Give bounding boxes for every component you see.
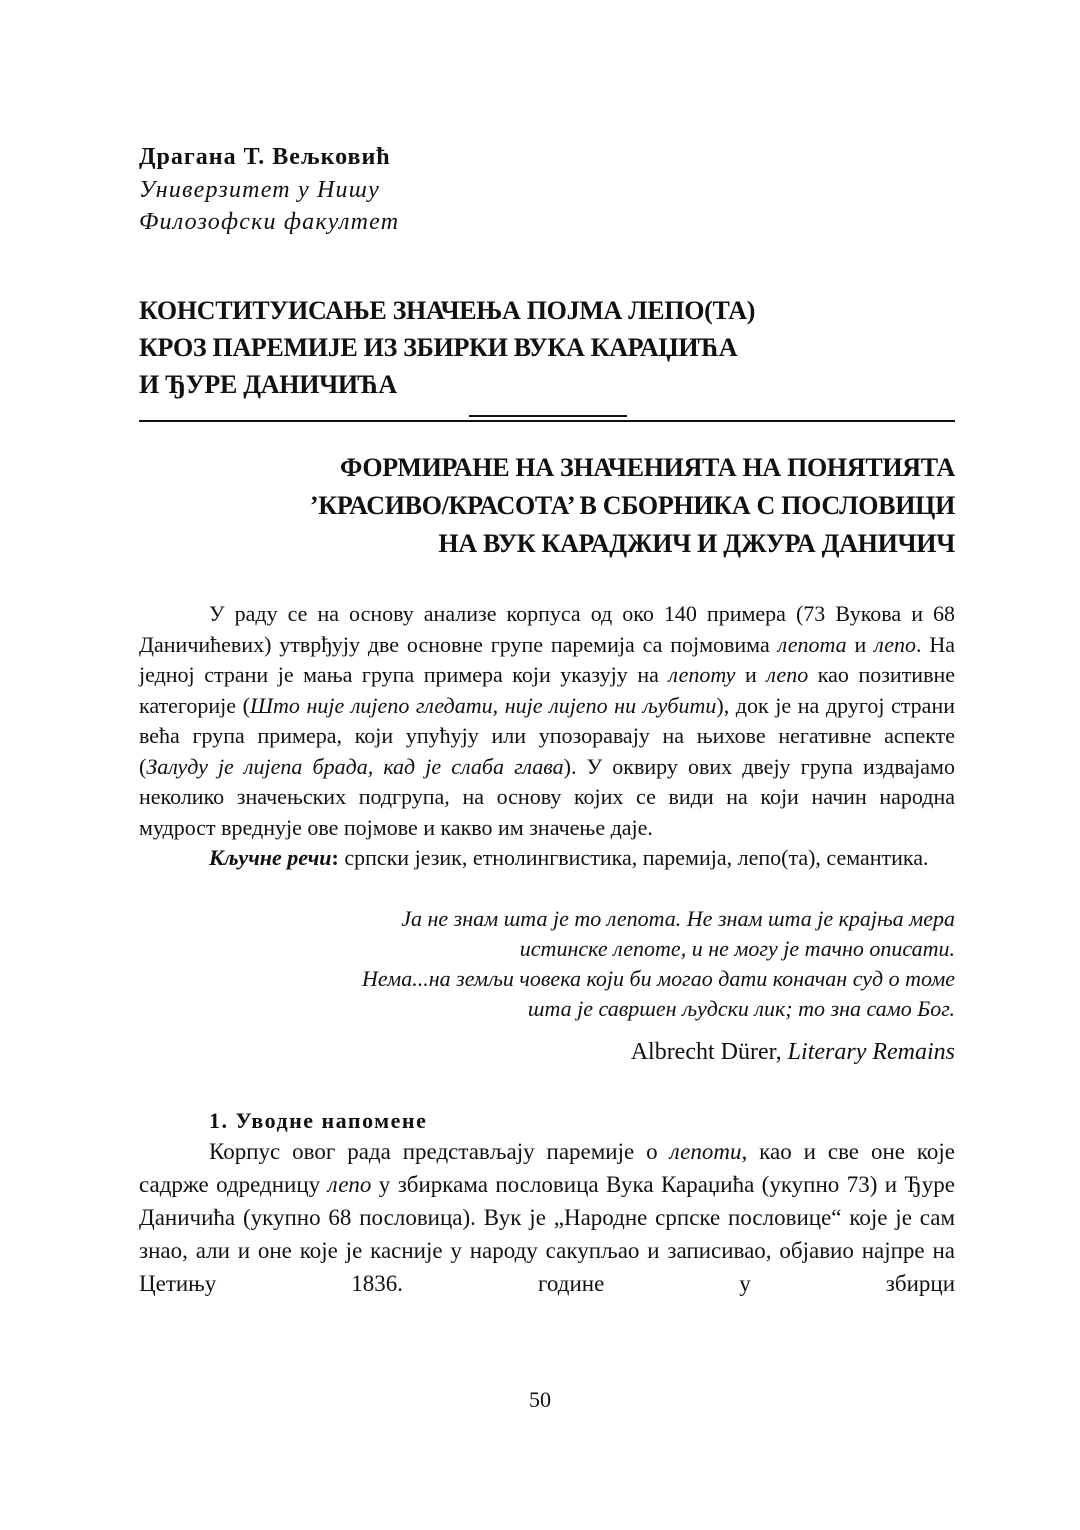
author-name: Драгана Т. Вељковић xyxy=(139,144,391,170)
epigraph-separator: , xyxy=(775,1038,788,1065)
paper-page xyxy=(139,140,955,1300)
body-paragraph xyxy=(139,1135,955,1300)
keywords-label: Кључне речи xyxy=(209,845,332,870)
epigraph-line: Нема...на земљи човека који би могао дати коначан суд о томе xyxy=(362,965,955,991)
epigraph-work: Literary Remains xyxy=(787,1038,955,1065)
author-university: Универзитет у Нишу xyxy=(139,177,380,203)
epigraph-attribution xyxy=(139,1035,955,1069)
abstract xyxy=(139,599,955,874)
title-serbian xyxy=(139,292,955,403)
body-text: Корпус овог рада представљају паремије о xyxy=(209,1138,670,1164)
body-term: лепоти xyxy=(669,1138,742,1164)
abstract-text: и xyxy=(846,631,875,657)
section-body xyxy=(139,1135,955,1300)
keywords-text: српски језик, етнолингвистика, паремија, лепо(та), семантика. xyxy=(338,845,929,870)
abstract-term: лепоту xyxy=(668,662,736,687)
abstract-term: лепо xyxy=(766,662,809,687)
author-faculty: Филозофски факултет xyxy=(139,209,400,235)
abstract-text: и xyxy=(735,662,767,687)
epigraph-line: Ја не знам шта је то лепота. Не знам шта је крајња мера xyxy=(401,905,955,931)
page-number: 50 xyxy=(529,1387,551,1412)
keywords-colon: : xyxy=(331,845,339,870)
body-text: , као и све оне које садрже одредницу xyxy=(139,1138,955,1197)
abstract-text: као позитивне категорије ( xyxy=(139,662,956,718)
title-serbian-line: КОНСТИТУИСАЊЕ ЗНАЧЕЊА ПОЈМА ЛЕПО(ТА) xyxy=(139,296,756,325)
abstract-term: лепота xyxy=(777,631,847,657)
title-bulgarian-line: ФОРМИРАНЕ НА ЗНАЧЕНИЯТА НА ПОНЯТИЯТА xyxy=(340,453,955,482)
title-serbian-line: И ЂУРЕ ДАНИЧИЋА xyxy=(139,370,397,399)
epigraph-author: Albrecht Dürer xyxy=(630,1038,776,1065)
epigraph xyxy=(139,904,955,1024)
title-divider-short-rule xyxy=(469,415,627,417)
title-divider xyxy=(139,415,955,429)
body-term: лепо xyxy=(327,1171,372,1197)
abstract-text: ). У оквиру ових двеју група издвајамо неколико значењских подгрупа, на основу којих се види на који начин народна мудрост вреднује ове појмове и какво им значење даје. xyxy=(139,753,955,840)
abstract-example: Залуду је лијепа брада, кад је слаба глава xyxy=(146,753,564,779)
abstract-term: лепо xyxy=(874,631,917,657)
title-bulgarian-line: НА ВУК КАРАДЖИЧ И ДЖУРА ДАНИЧИЧ xyxy=(438,529,955,558)
keywords xyxy=(139,843,955,874)
title-bulgarian-line: ’КРАСИВО/КРАСОТА’ В СБОРНИКА С ПОСЛОВИЦИ xyxy=(309,491,955,520)
epigraph-line: шта је савршен људски лик; то зна само Бог. xyxy=(527,995,955,1021)
abstract-text: ), док је на другој страни већа група примера, који упућују или упозоравају на њихове негативне аспекте ( xyxy=(139,692,955,779)
epigraph-line: истинске лепоте, и не могу је тачно описати. xyxy=(519,935,955,961)
abstract-text: . На једној страни је мања група примера који указују на xyxy=(139,631,956,687)
abstract-example: Што није лијепо гледати, није лијепо ни љубити xyxy=(250,692,717,718)
title-serbian-line: КРОЗ ПАРЕМИЈЕ ИЗ ЗБИРКИ ВУКА КАРАЏИЋА xyxy=(139,333,738,362)
body-text: у збиркама пословица Вука Караџића (укупно 73) и Ђуре Даничића (укупно 68 пословица). Вук је „Народне српске пословице“ које је сам знао, али и оне које је касније у народу сакупљао и записивао, објавио најпре на Цетињу 1836. године у збирци xyxy=(139,1171,955,1296)
title-bulgarian xyxy=(139,449,955,563)
author-block xyxy=(139,140,955,238)
section-heading: 1. Уводне напомене xyxy=(209,1107,428,1133)
abstract-paragraph xyxy=(139,599,955,843)
title-divider-main-rule xyxy=(139,420,955,422)
abstract-text: У раду се на основу анализе корпуса од око 140 примера (73 Вукова и 68 Даничићевих) утврђују две основне групе паремија са појмовима xyxy=(139,601,955,657)
